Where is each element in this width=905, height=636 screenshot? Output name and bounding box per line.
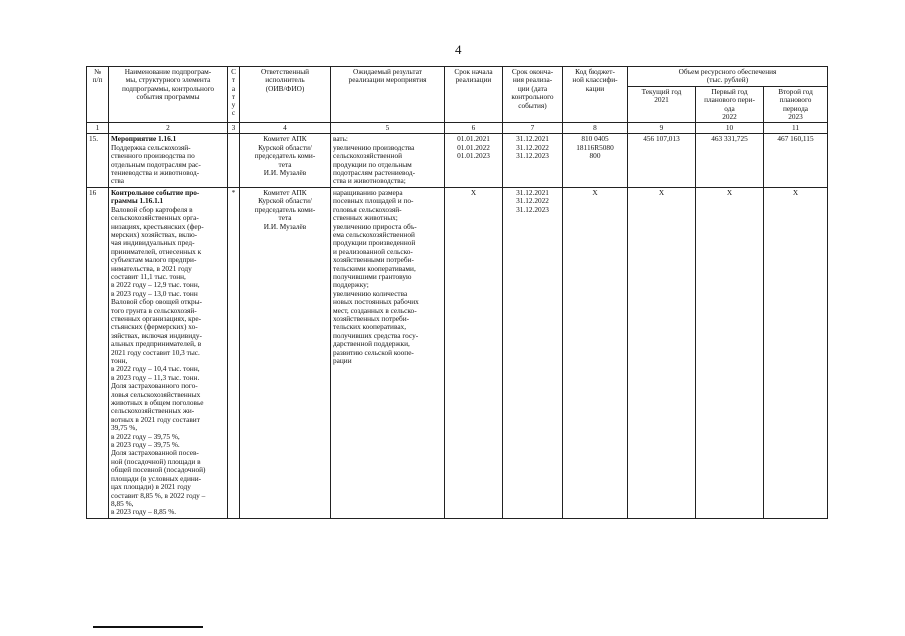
item-name-line: ловья сельскохозяйственных [111,389,201,399]
item-name: Контрольное событие про- граммы 1.16.1.1 Валовой сбор картофеля в сельскохозяйственных орга- низациях, крестьянских (фер- мерских) хозяйствах, вклю- чая индивидуальных пред- принимателей, отнесенных к субъектам малого предпри- нимательства, в 2021 году составит 11,1 тыс. тонн, в 2022 году – 12,9 тыс. тонн, в 2023 году – 13,0 тыс. тонн Валовой сбор овощей откры- того грунта в сельскохозяй- ственных организациях, кре- стьянских (фермерских) хо- зяйствах, включая индивиду- альных предпринимателей, в 2021 году составит 10,3 тыс. тонн, в 2022 году – 10,4 тыс. тонн, в 2023 году – 11,3 тыс. тонн. Доля застрахованного пого- ловья сельскохозяйственных животных в общем поголовье сельскохозяйственных жи- вотных в 2021 году составит 39,75 %, в 2022 году – 39,75 %, в 2023 году – 39,75 %. Доля застрахованной посев- ной (посадочной) площади в общей посевной (посадочной) площади (в условных едини- цах площади) в 2021 году составит 8,85 %, в 2022 году – 8,85 %, в 2023 году – 8,85 %. [109,187,228,518]
header-current-year: Текущий год 2021 [628,86,696,123]
result-line: поддержку; [333,280,369,290]
item-name-line: Валовой сбор овощей откры- [111,297,202,307]
item-name-line: ственных организациях, кре- [111,313,202,323]
item-name-line: в 2023 году – 8,85 %. [111,507,177,517]
page-number: 4 [455,42,462,57]
header-second-plan-year: Второй год планового периода 2023 [764,86,828,123]
budget-code-cell: 810 0405 18116R5080 800 [563,134,628,187]
amount-2021: X [628,187,696,518]
result-line: мест, созданных в сельско- [333,305,417,315]
table-row [87,187,828,518]
status-cell: * [228,187,240,518]
result-line: хозяйственных потреби- [333,313,410,323]
item-name-line: 2021 году составит 10,3 тыс. [111,347,200,357]
result-line: получивших средства госу- [333,330,419,340]
result-cell: вать: увеличению производства сельскохозяйственной продукции по отдельным подотраслям растениевод- ства и животноводства; [331,134,445,187]
col-number: 4 [240,123,331,134]
amount-2022: 463 331,725 [696,134,764,187]
header-budget-code: Код бюджет- ной классифи- кации [563,67,628,123]
header-resources: Объем ресурсного обеспечения (тыс. рублей) [628,67,828,87]
item-name-line: принимателей, отнесенных к [111,246,202,256]
item-name-line: в 2022 году – 10,4 тыс. тонн, [111,364,200,374]
item-name-line: Доля застрахованного пого- [111,381,198,391]
item-name-line: альных предпринимателей, в [111,339,202,349]
col-number: 1 [87,123,109,134]
header-result: Ожидаемый результат реализации мероприятия [331,67,445,123]
item-name-line: Валовой сбор картофеля в [111,204,193,214]
col-number: 7 [503,123,563,134]
item-name-line: стьянских (фермерских) хо- [111,322,198,332]
result-cell [331,187,445,518]
table-row [87,134,828,187]
item-name: Мероприятие 1.16.1 Поддержка сельскохозяй- ственного производства по отдельным подотраслям рас- тениеводства и животновод- ства [109,134,228,187]
item-name-line: низациях, крестьянских (фер- [111,221,204,231]
item-name-line: 39,75 %, [111,423,138,433]
item-name-line: сельскохозяйственных орга- [111,213,199,223]
end-date-cell: 31.12.2021 31.12.2022 31.12.2023 [503,187,563,518]
column-numbers-row [87,123,828,134]
col-number: 8 [563,123,628,134]
result-line: ственных животных; [333,213,398,223]
item-name-line: вотных в 2021 году составит [111,414,200,424]
item-name-line: зяйствах, включая индивиду- [111,330,202,340]
col-number: 6 [445,123,503,134]
result-line: новых постоянных рабочих [333,297,419,307]
end-date-cell: 31.12.2021 31.12.2022 31.12.2023 [503,134,563,187]
amount-2023: X [764,187,828,518]
item-name-line: составит 11,1 тыс. тонн, [111,271,186,281]
result-line: дарственной поддержки, [333,339,410,349]
result-line: развитию сельской коопе- [333,347,414,357]
col-number: 2 [109,123,228,134]
col-number: 5 [331,123,445,134]
header-responsible: Ответственный исполнитель (ОИВ/ФИО) [240,67,331,123]
amount-2023: 467 160,115 [764,134,828,187]
budget-code-cell: X [563,187,628,518]
item-name-line: в 2023 году – 39,75 %. [111,440,180,450]
header-name: Наименование подпрограм- мы, структурного элемента подпрограммы, контрольного события программы [109,67,228,123]
result-line: хозяйственными потреби- [333,255,414,265]
item-name-line: в 2022 году – 12,9 тыс. тонн, [111,280,200,290]
item-name-line: чая индивидуальных пред- [111,238,195,248]
footnote-rule [93,626,203,628]
item-name-line: цах площади) в 2021 году [111,482,191,492]
row-number: 16 [87,187,109,518]
responsible-cell: Комитет АПК Курской области/ председатель коми- тета И.И. Музалёв [240,187,331,518]
header-status: С т а т у с [228,67,240,123]
result-line: увеличению количества [333,288,408,298]
result-line: наращиванию размера [333,187,403,197]
col-number: 11 [764,123,828,134]
result-line: продукции произведенной [333,238,416,248]
status-cell [228,134,240,187]
result-line: головья сельскохозяй- [333,204,402,214]
item-name-line: площади (в условных едини- [111,473,202,483]
result-line: получившими грантовую [333,271,412,281]
result-line: ема сельскохозяйственной [333,229,415,239]
item-name-line: в 2022 году – 39,75 %, [111,431,180,441]
row-number: 15. [87,134,109,187]
amount-2021: 456 107,013 [628,134,696,187]
result-line: увеличению прироста объ- [333,221,417,231]
item-name-line: в 2023 году – 11,3 тыс. тонн. [111,372,200,382]
item-name-line: того грунта в сельскохозяй- [111,305,197,315]
item-name-line: нимательства, в 2021 году [111,263,192,273]
col-number: 3 [228,123,240,134]
item-name-line: тонн, [111,356,128,365]
item-name-line: субъектам малого предпри- [111,255,197,265]
amount-2022: X [696,187,764,518]
item-name-line: общей посевной (посадочной) [111,465,206,475]
col-number: 10 [696,123,764,134]
result-line: тельскими кооперативами, [333,263,416,273]
header-start: Срок начала реализации [445,67,503,123]
result-line: тельских кооперативах, [333,322,407,332]
start-date-cell: 01.01.2021 01.01.2022 01.01.2023 [445,134,503,187]
item-name-line: Доля застрахованной посев- [111,448,199,458]
header-end: Срок оконча- ния реализа- ции (дата контрольного события) [503,67,563,123]
responsible-cell: Комитет АПК Курской области/ председатель коми- тета И.И. Музалёв [240,134,331,187]
item-name-line: сельскохозяйственных жи- [111,406,195,416]
item-name-line: ной (посадочной) площади в [111,456,201,466]
result-line: посевных площадей и по- [333,196,414,206]
start-date-cell: X [445,187,503,518]
result-line: и реализованной сельско- [333,246,413,256]
item-name-line: мерских) хозяйствах, вклю- [111,229,198,239]
col-number: 9 [628,123,696,134]
header-num: № п/п [87,67,109,123]
item-name-line: в 2023 году – 13,0 тыс. тонн [111,288,198,298]
program-table [86,66,828,519]
item-name-line: животных в общем поголовье [111,398,204,408]
header-first-plan-year: Первый год планового пери- ода 2022 [696,86,764,123]
header-row [87,67,828,87]
item-name-line: 8,85 %, [111,498,134,508]
result-line: рации [333,356,352,365]
item-name-line: составит 8,85 %, в 2022 году – [111,490,206,500]
